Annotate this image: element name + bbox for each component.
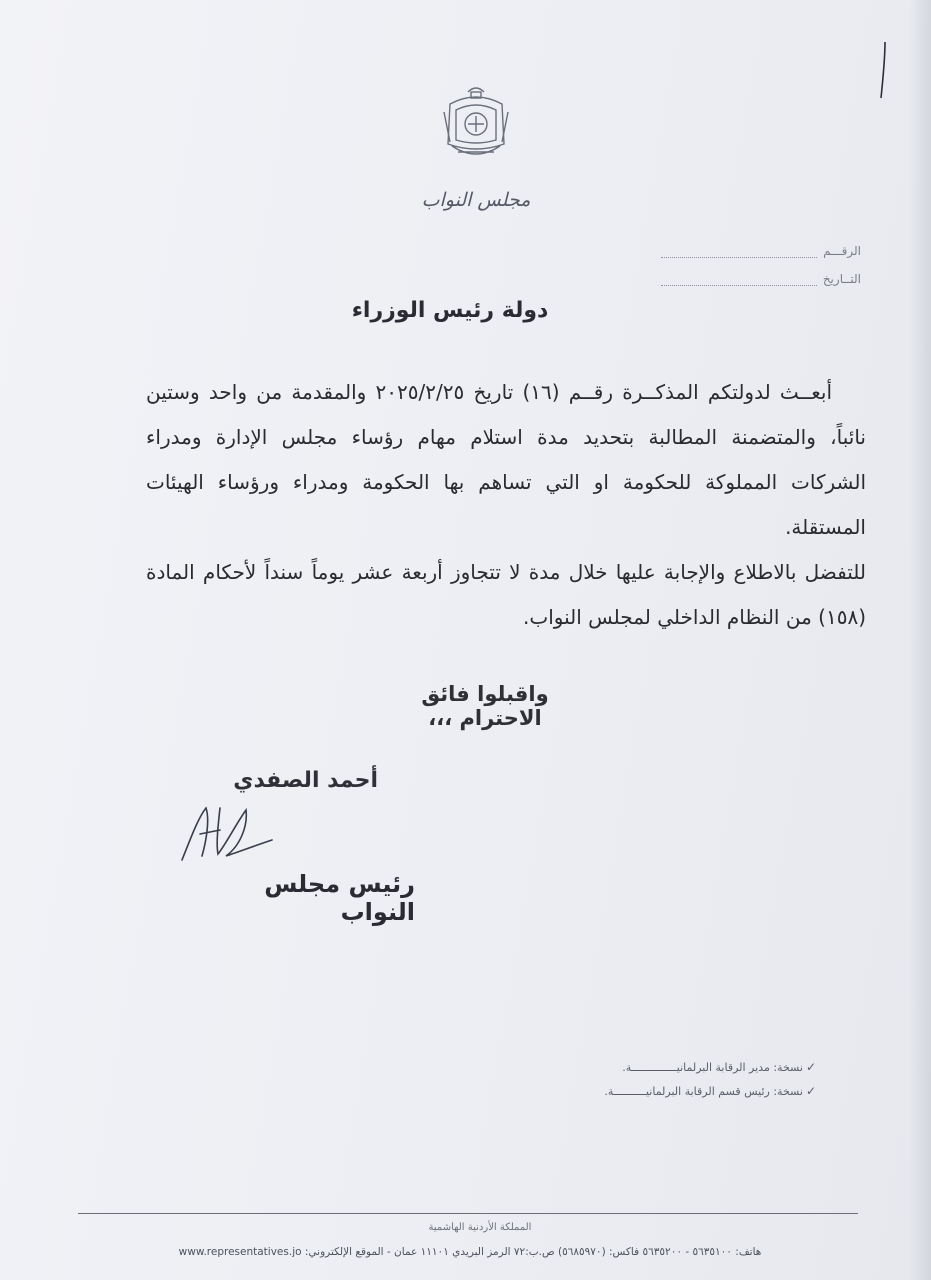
body-paragraph-1: أبعــث لدولتكم المذكــرة رقــم (١٦) تاريخ ٢٠٢٥/٢/٢٥ والمقدمة من واحد وستين نائباً، والمتضمنة المطالبة بتحديد مدة استلام مهام رؤساء مجلس الإدارة ومدراء الشركات المملوكة للحكومة او التي تساهم بها الحكومة ومدراء ورؤساء الهيئات المستقلة. [146,380,866,539]
check-mark-icon: ✓ [805,1060,816,1074]
signatory-name: أحمد الصفدي [233,768,378,793]
coat-of-arms-emblem [438,82,514,164]
footer-divider [78,1213,858,1214]
check-mark-icon: ✓ [805,1084,816,1098]
page-edge-shadow [909,0,931,1280]
copy-recipient-2: ✓نسخة: رئيس قسم الرقابة البرلمانيــــــــــة. [604,1084,816,1098]
body-paragraph-2: للتفضل بالاطلاع والإجابة عليها خلال مدة لا تتجاوز أربعة عشر يوماً سنداً لأحكام المادة (١٥٨) من النظام الداخلي لمجلس النواب. [146,560,866,629]
date-dotted-line [661,271,817,286]
reference-number-field [661,236,861,258]
signatory-title: رئيس مجلس النواب [264,870,415,926]
council-logo-calligraphy: مجلس النواب [421,189,531,211]
footer-contact-info: هاتف: ٥٦٣٥١٠٠ - ٥٦٣٥٢٠٠ فاكس: (٥٦٨٥٩٧٠) ص.ب:٧٢ الرمز البريدي ١١١٠١ عمان - الموقع الإلكتروني: www.representatives.jo [178,1246,762,1258]
handwritten-signature [176,790,286,870]
closing-salutation: واقبلوا فائق الاحترام ،،، [421,682,549,730]
copy-recipient-1: ✓نسخة: مدير الرقابة البرلمانيــــــــــــــة. [622,1060,816,1074]
footer-kingdom-name: المملكة الأردنية الهاشمية [428,1222,532,1233]
addressee: دولة رئيس الوزراء [351,298,549,323]
date-field [661,264,861,286]
reference-dotted-line [661,243,817,258]
letter-body [146,370,866,640]
handwritten-mark [877,40,889,102]
reference-label: الرقـــم [823,244,861,258]
date-label: التــاريخ [822,272,861,286]
